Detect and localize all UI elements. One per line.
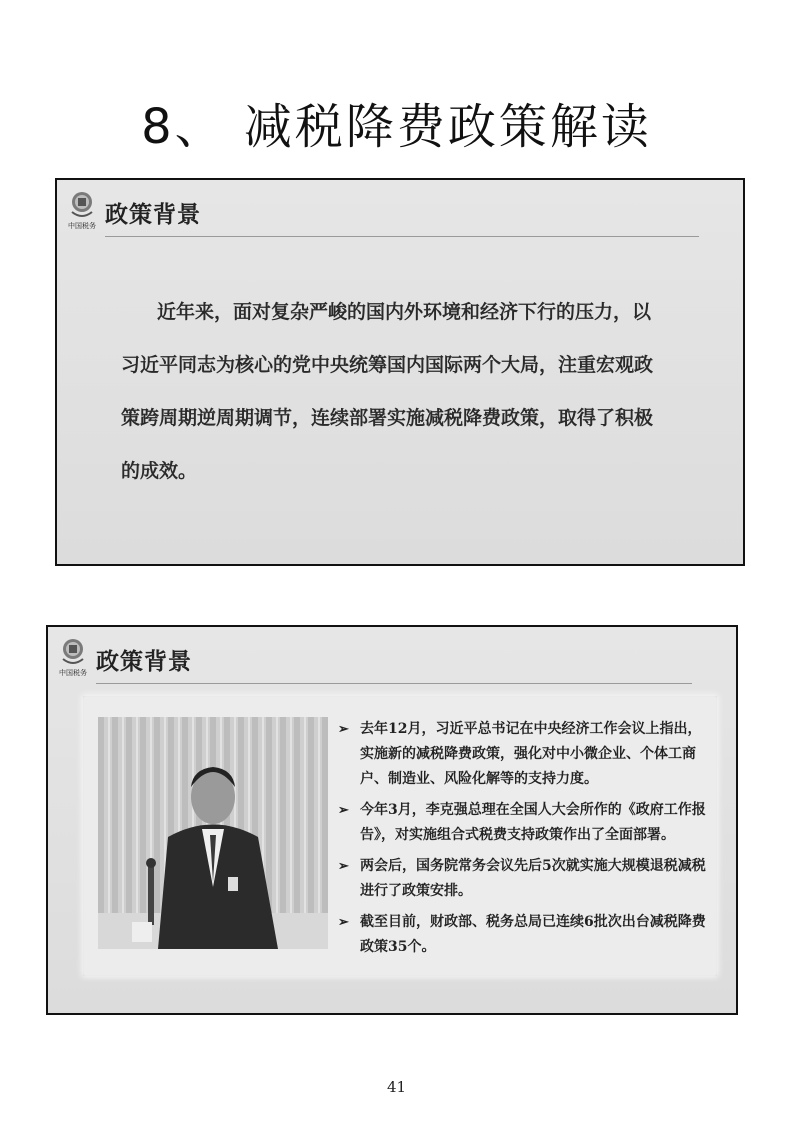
slide-header [65, 190, 201, 234]
page-number: 41 [386, 1078, 407, 1096]
page-title: 8、 减税降费政策解读 [141, 99, 652, 155]
bullet-text: 去年12月，习近平总书记在中央经济工作会议上指出，实施新的减税降费政策，强化对中小微企业、个体工商户、制造业、风险化解等的支持力度。 [360, 721, 702, 787]
emblem-text: 中国税务 [68, 222, 96, 230]
arrow-bullet-icon: ➢ [338, 859, 349, 874]
tax-emblem-icon [65, 190, 99, 234]
list-item [336, 717, 706, 792]
header-divider [105, 236, 699, 237]
slide-paragraph [121, 286, 701, 498]
paragraph-line: 策跨周期逆周期调节，连续部署实施减税降费政策，取得了积极 [121, 407, 654, 429]
slide-heading: 政策背景 [105, 200, 201, 228]
arrow-bullet-icon: ➢ [338, 803, 349, 818]
paragraph-line: 习近平同志为核心的党中央统筹国内国际两个大局，注重宏观政 [121, 354, 654, 376]
emblem-text: 中国税务 [59, 669, 87, 677]
slide-header [56, 637, 192, 681]
list-item [336, 854, 706, 904]
speaker-photo [98, 717, 328, 949]
bullet-text: 两会后，国务院常务会议先后5次就实施大规模退税减税进行了政策安排。 [360, 858, 706, 899]
tax-emblem-icon [56, 637, 90, 681]
bullet-list [336, 717, 706, 966]
slide-policy-background-bullets [46, 625, 738, 1015]
list-item [336, 910, 706, 960]
bullet-text: 今年3月，李克强总理在全国人大会所作的《政府工作报告》，对实施组合式税费支持政策作出了全面部署。 [360, 802, 706, 843]
arrow-bullet-icon: ➢ [338, 915, 349, 930]
paragraph-line: 近年来，面对复杂严峻的国内外环境和经济下行的压力，以 [157, 301, 652, 323]
arrow-bullet-icon: ➢ [338, 722, 349, 737]
slide-heading: 政策背景 [96, 647, 192, 675]
list-item [336, 798, 706, 848]
content-card [84, 697, 716, 975]
header-divider [96, 683, 692, 684]
paragraph-line: 的成效。 [121, 460, 198, 482]
bullet-text: 截至目前，财政部、税务总局已连续6批次出台减税降费政策35个。 [360, 914, 706, 955]
slide-policy-background-text [55, 178, 745, 566]
